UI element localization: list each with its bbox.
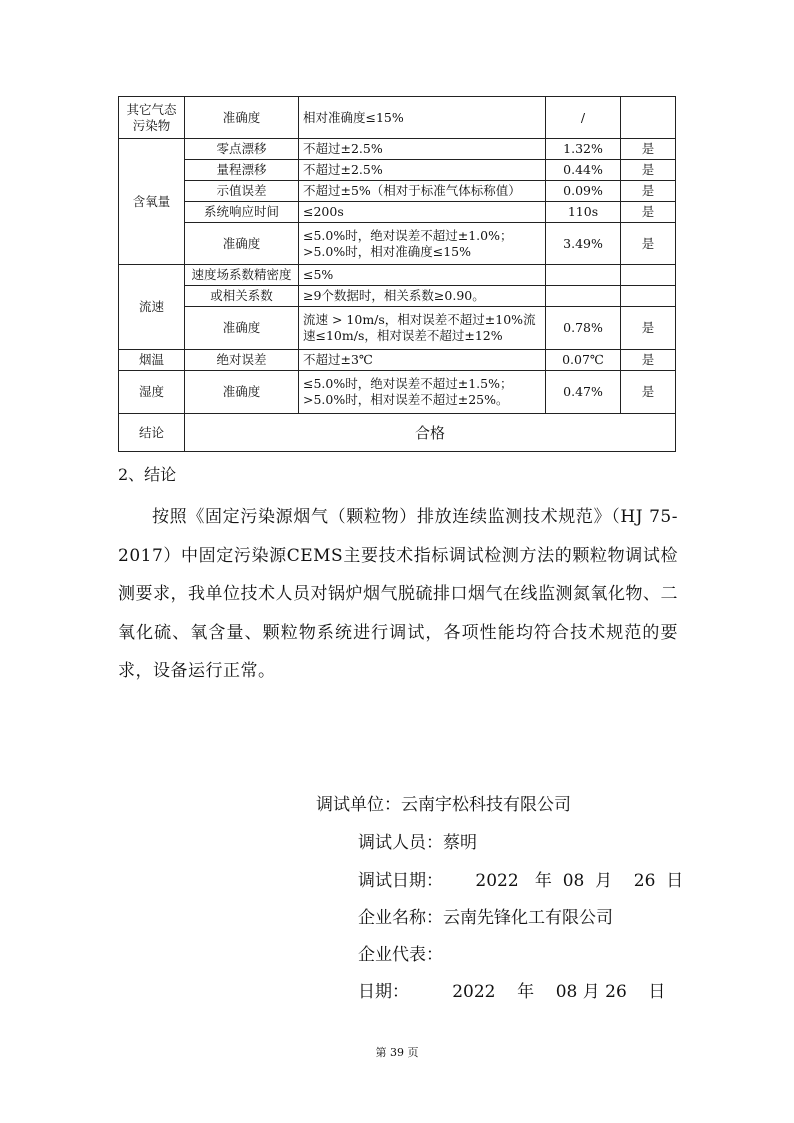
requirement-cell: 不超过±2.5%	[299, 160, 546, 181]
company-representative: 企业代表：	[358, 945, 443, 965]
pass-cell: 是	[621, 307, 676, 350]
conclusion-label: 结论	[119, 414, 185, 452]
pass-cell: 是	[621, 160, 676, 181]
requirement-cell: ≥9个数据时，相关系数≥0.90。	[299, 286, 546, 307]
item-cell: 示值误差	[185, 181, 299, 202]
pass-cell: 是	[621, 181, 676, 202]
result-cell: 0.07℃	[546, 350, 621, 371]
conclusion-paragraph: 按照《固定污染源烟气（颗粒物）排放连续监测技术规范》（HJ 75-2017）中固定污染源CEMS主要技术指标调试检测方法的颗粒物调试检测要求，我单位技术人员对锅炉烟气脱硫排口烟气在线监测氮氧化物、二氧化硫、氧含量、颗粒物系统进行调试，各项性能均符合技术规范的要求，设备运行正常。	[118, 507, 678, 681]
table-row	[119, 160, 676, 181]
item-cell: 系统响应时间	[185, 202, 299, 223]
item-cell: 准确度	[185, 371, 299, 414]
requirement-cell: 相对准确度≤15%	[299, 97, 546, 139]
page-number: 第 39 页	[375, 1046, 419, 1059]
table-row	[119, 265, 676, 286]
item-cell: 速度场系数精密度	[185, 265, 299, 286]
result-cell	[546, 286, 621, 307]
pass-cell	[621, 265, 676, 286]
requirement-cell: ≤5.0%时，绝对误差不超过±1.0%；>5.0%时，相对准确度≤15%	[299, 223, 546, 265]
table-row	[119, 286, 676, 307]
table-row	[119, 181, 676, 202]
result-cell: 0.47%	[546, 371, 621, 414]
table-row-conclusion	[119, 414, 676, 452]
table-row	[119, 139, 676, 160]
result-cell: 0.44%	[546, 160, 621, 181]
category-cell: 含氧量	[119, 139, 185, 265]
item-cell: 准确度	[185, 97, 299, 139]
result-cell: /	[546, 97, 621, 139]
category-cell: 其它气态污染物	[119, 97, 185, 139]
test-person: 调试人员：蔡明	[358, 833, 477, 853]
result-cell: 0.09%	[546, 181, 621, 202]
item-cell: 量程漂移	[185, 160, 299, 181]
table-row	[119, 307, 676, 350]
result-cell: 0.78%	[546, 307, 621, 350]
table-row	[119, 350, 676, 371]
conclusion-value: 合格	[185, 414, 676, 452]
item-cell: 准确度	[185, 307, 299, 350]
pass-cell: 是	[621, 202, 676, 223]
item-cell: 准确度	[185, 223, 299, 265]
table-row	[119, 223, 676, 265]
table-row	[119, 371, 676, 414]
requirement-cell: ≤5%	[299, 265, 546, 286]
table-row	[119, 202, 676, 223]
pass-cell: 是	[621, 350, 676, 371]
spec-table	[118, 96, 676, 452]
test-unit: 调试单位：云南宇松科技有限公司	[316, 795, 571, 815]
item-cell: 或相关系数	[185, 286, 299, 307]
pass-cell: 是	[621, 139, 676, 160]
pass-cell: 是	[621, 371, 676, 414]
category-cell: 湿度	[119, 371, 185, 414]
requirement-cell: 不超过±5%（相对于标准气体标称值）	[299, 181, 546, 202]
category-cell: 流速	[119, 265, 185, 350]
section-heading: 2、结论	[118, 465, 177, 484]
test-date: 调试日期： 2022 年 08 月 26 日	[358, 871, 684, 891]
item-cell: 绝对误差	[185, 350, 299, 371]
result-cell: 1.32%	[546, 139, 621, 160]
result-cell	[546, 265, 621, 286]
requirement-cell: ≤5.0%时，绝对误差不超过±1.5%；>5.0%时，相对误差不超过±25%。	[299, 371, 546, 414]
pass-cell	[621, 286, 676, 307]
requirement-cell: 流速 > 10m/s，相对误差不超过±10%流速≤10m/s，相对误差不超过±12%	[299, 307, 546, 350]
item-cell: 零点漂移	[185, 139, 299, 160]
company-name: 企业名称：云南先锋化工有限公司	[358, 908, 613, 928]
result-cell: 110s	[546, 202, 621, 223]
category-cell: 烟温	[119, 350, 185, 371]
pass-cell	[621, 97, 676, 139]
requirement-cell: ≤200s	[299, 202, 546, 223]
result-cell: 3.49%	[546, 223, 621, 265]
table-row	[119, 97, 676, 139]
pass-cell: 是	[621, 223, 676, 265]
sign-date: 日期： 2022 年 08 月 26 日	[358, 982, 666, 1002]
requirement-cell: 不超过±3℃	[299, 350, 546, 371]
requirement-cell: 不超过±2.5%	[299, 139, 546, 160]
